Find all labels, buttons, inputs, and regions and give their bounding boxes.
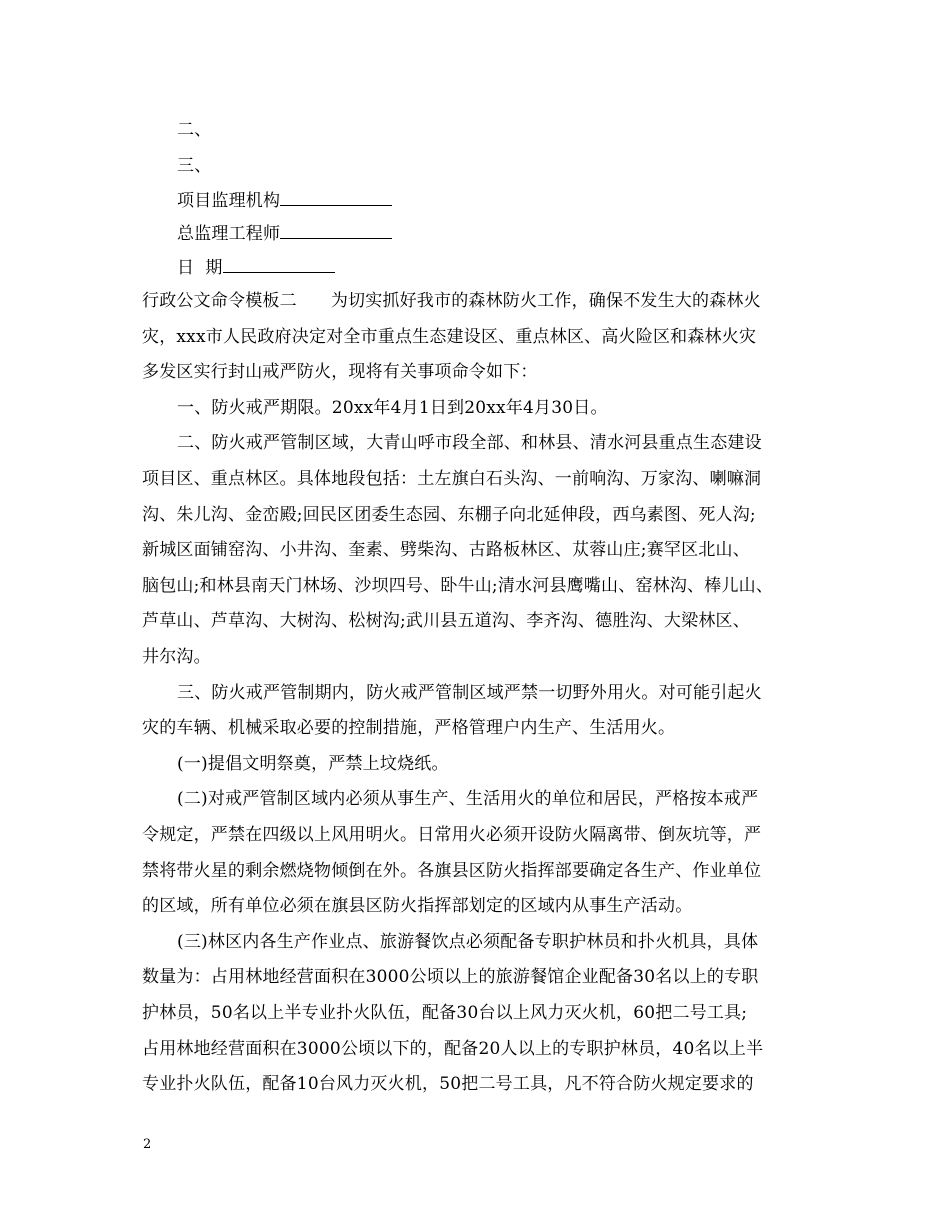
heading-three: 三、 — [177, 156, 212, 176]
field-chief-blank — [280, 223, 392, 239]
field-institution — [177, 190, 812, 212]
body-line: 一、防火戒严期限。20xx年4月1日到20xx年4月30日。 — [177, 398, 608, 418]
field-chief-label: 总监理工程师 — [177, 224, 281, 244]
field-institution-blank — [280, 190, 392, 206]
field-chief — [177, 223, 812, 245]
body-line: 二、防火戒严管制区域，大青山呼市段全部、和林县、清水河县重点生态建设 — [177, 433, 762, 453]
body-line: (三)林区内各生产作业点、旅游餐饮点必须配备专职护林员和扑火机具，具体 — [177, 932, 759, 952]
body-line: 数量为：占用林地经营面积在3000公顷以上的旅游餐馆企业配备30名以上的专职 — [142, 967, 759, 987]
body-line: 新城区面铺窑沟、小井沟、奎素、劈柴沟、古路板林区、苁蓉山庄;赛罕区北山、 — [142, 540, 750, 560]
field-date-label: 日 期 — [177, 258, 223, 278]
body-line: 令规定，严禁在四级以上风用明火。日常用火必须开设防火隔离带、倒灰坑等，严 — [142, 825, 762, 845]
document-title: 行政公文命令模板二 — [142, 291, 297, 311]
heading-two: 二、 — [177, 120, 212, 140]
field-date-blank — [223, 257, 335, 273]
body-line: 专业扑火队伍，配备10台风力灭火机，50把二号工具，凡不符合防火规定要求的 — [142, 1074, 754, 1094]
body-line: (一)提倡文明祭奠，严禁上坟烧纸。 — [177, 754, 449, 774]
field-institution-label: 项目监理机构 — [177, 191, 281, 211]
field-date — [177, 257, 812, 279]
body-line: 多发区实行封山戒严防火，现将有关事项命令如下： — [142, 362, 538, 382]
body-line: 项目区、重点林区。具体地段包括：土左旗白石头沟、一前响沟、万家沟、喇嘛洞 — [142, 469, 762, 489]
body-line: 为切实抓好我市的森林防火工作，确保不发生大的森林火 — [330, 291, 761, 311]
body-line: 井尔沟。 — [142, 647, 211, 667]
body-line: 三、防火戒严管制期内，防火戒严管制区域严禁一切野外用火。对可能引起火 — [177, 683, 762, 703]
body-line: 沟、朱儿沟、金峦殿;回民区团委生态园、东棚子向北延伸段，西乌素图、死人沟; — [142, 505, 756, 525]
body-line: 的区域，所有单位必须在旗县区防火指挥部划定的区域内从事生产活动。 — [142, 896, 693, 916]
page-number: 2 — [143, 1137, 152, 1152]
body-line: 护林员，50名以上半专业扑火队伍，配备30台以上风力灭火机，60把二号工具; — [142, 1003, 748, 1023]
title-line — [142, 290, 812, 312]
body-line: (二)对戒严管制区域内必须从事生产、生活用火的单位和居民，严格按本戒严 — [177, 789, 759, 809]
body-line: 占用林地经营面积在3000公顷以下的，配备20人以上的专职护林员，40名以上半 — [142, 1039, 764, 1059]
body-line: 脑包山;和林县南天门林场、沙坝四号、卧牛山;清水河县鹰嘴山、窑林沟、棒儿山、 — [142, 576, 774, 596]
body-line: 灾的车辆、机械采取必要的控制措施，严格管理户内生产、生活用火。 — [142, 718, 676, 738]
body-line: 芦草山、芦草沟、大树沟、松树沟;武川县五道沟、李齐沟、德胜沟、大梁林区、 — [142, 611, 750, 631]
body-line: 禁将带火星的剩余燃烧物倾倒在外。各旗县区防火指挥部要确定各生产、作业单位 — [142, 861, 762, 881]
body-line: 灾，xxx市人民政府决定对全市重点生态建设区、重点林区、高火险区和森林火灾 — [142, 327, 757, 347]
